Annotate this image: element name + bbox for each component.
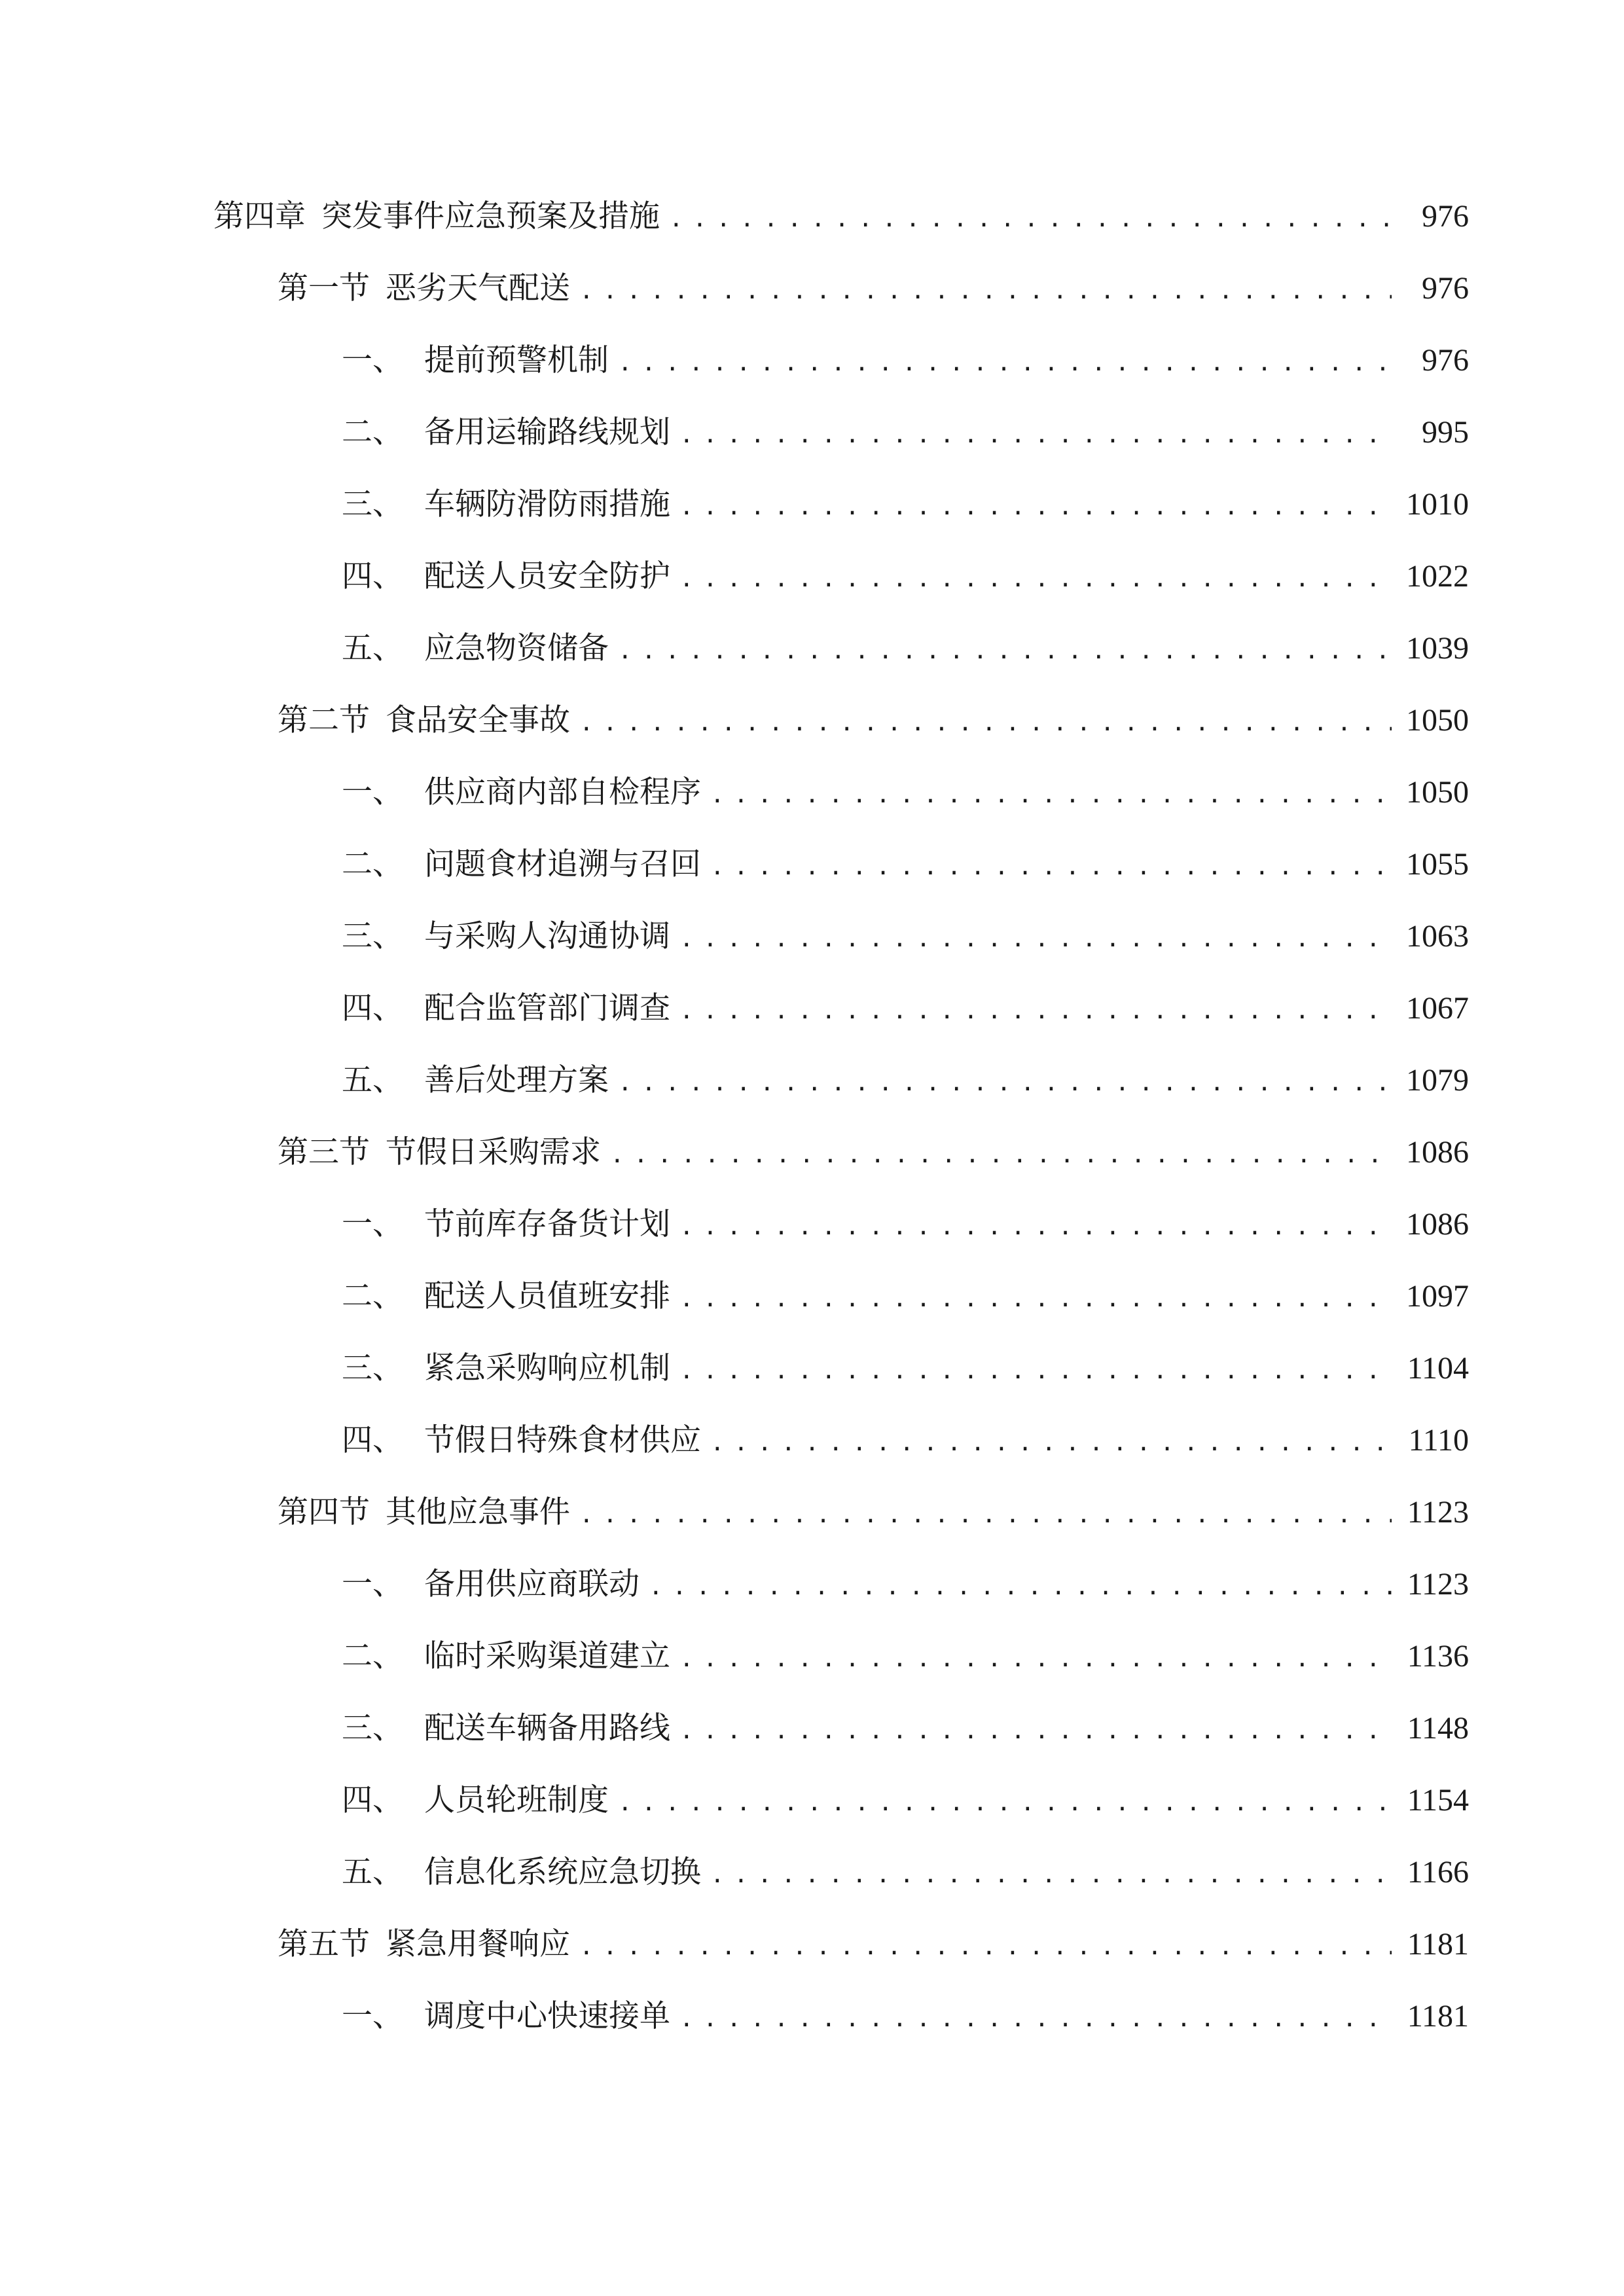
dot-leader [679, 1708, 1392, 1754]
entry-title: 节前库存备货计划 [424, 1206, 670, 1242]
toc-entry-subsection[interactable] [342, 1850, 1469, 1895]
toc-entry-subsection[interactable] [342, 914, 1469, 960]
entry-page-number: 1123 [1407, 1495, 1469, 1530]
dot-leader [679, 484, 1392, 530]
entry-page-number: 1079 [1406, 1063, 1469, 1098]
entry-title: 临时采购渠道建立 [424, 1638, 670, 1674]
entry-number: 三、 [342, 918, 403, 954]
toc-entry-subsection[interactable] [342, 554, 1469, 600]
entry-page-number: 1086 [1406, 1207, 1469, 1242]
entry-page-number: 1166 [1407, 1855, 1469, 1890]
dot-leader [618, 340, 1392, 386]
entry-title: 人员轮班制度 [424, 1782, 609, 1818]
entry-number: 一、 [342, 1998, 403, 2034]
entry-page-number: 1067 [1406, 991, 1469, 1026]
entry-number: 一、 [342, 1206, 403, 1242]
toc-entry-subsection[interactable] [342, 1346, 1469, 1391]
entry-page-number: 1063 [1406, 919, 1469, 954]
dot-leader [579, 1492, 1392, 1538]
entry-page-number: 1050 [1406, 703, 1469, 738]
entry-number: 二、 [342, 414, 403, 450]
toc-entry-subsection[interactable] [342, 770, 1469, 816]
entry-title: 节假日特殊食材供应 [424, 1422, 701, 1458]
entry-page-number: 1148 [1407, 1711, 1469, 1746]
dot-leader [579, 700, 1392, 746]
toc-entry-section[interactable] [278, 1490, 1469, 1535]
entry-page-number: 1181 [1407, 1927, 1469, 1962]
entry-title: 备用运输路线规划 [424, 414, 670, 450]
dot-leader [679, 1636, 1392, 1682]
toc-entry-section[interactable] [278, 1922, 1469, 1967]
entry-page-number: 1154 [1407, 1783, 1469, 1818]
entry-title: 调度中心快速接单 [424, 1998, 670, 2034]
entry-number: 四、 [342, 1782, 403, 1818]
entry-title: 恶劣天气配送 [386, 270, 570, 306]
entry-page-number: 1039 [1406, 631, 1469, 666]
dot-leader [618, 628, 1392, 674]
dot-leader [679, 556, 1392, 602]
toc-entry-section[interactable] [278, 1130, 1469, 1175]
entry-title: 配合监管部门调查 [424, 990, 670, 1026]
entry-page-number: 1104 [1407, 1351, 1469, 1386]
entry-number: 四、 [342, 1422, 403, 1458]
entry-title: 问题食材追溯与召回 [424, 846, 701, 882]
toc-entry-subsection[interactable] [342, 1058, 1469, 1103]
toc-entry-chapter[interactable] [213, 194, 1469, 240]
entry-page-number: 976 [1422, 343, 1469, 378]
toc-entry-subsection[interactable] [342, 482, 1469, 528]
entry-number: 四、 [342, 990, 403, 1026]
dot-leader [710, 1852, 1392, 1898]
dot-leader [669, 196, 1392, 242]
dot-leader [679, 1204, 1392, 1250]
toc-entry-subsection[interactable] [342, 1202, 1469, 1247]
entry-title: 节假日采购需求 [386, 1134, 601, 1170]
entry-number: 二、 [342, 1638, 403, 1674]
dot-leader [649, 1564, 1392, 1610]
entry-number: 第一节 [278, 270, 370, 306]
toc-entry-subsection[interactable] [342, 1562, 1469, 1607]
toc-entry-subsection[interactable] [342, 842, 1469, 888]
entry-number: 第五节 [278, 1926, 370, 1962]
entry-page-number: 1181 [1407, 1999, 1469, 2034]
entry-number: 一、 [342, 1566, 403, 1602]
entry-number: 五、 [342, 1854, 403, 1890]
dot-leader [710, 844, 1392, 890]
dot-leader [710, 772, 1392, 818]
entry-number: 二、 [342, 846, 403, 882]
entry-title: 紧急采购响应机制 [424, 1350, 670, 1386]
dot-leader [679, 1996, 1392, 2042]
entry-title: 与采购人沟通协调 [424, 918, 670, 954]
dot-leader [618, 1060, 1392, 1106]
entry-page-number: 1022 [1406, 559, 1469, 594]
toc-entry-subsection[interactable] [342, 1778, 1469, 1823]
entry-number: 第四节 [278, 1494, 370, 1530]
dot-leader [679, 1348, 1392, 1394]
entry-number: 第三节 [278, 1134, 370, 1170]
toc-entry-subsection[interactable] [342, 338, 1469, 384]
entry-number: 一、 [342, 342, 403, 378]
entry-title: 紧急用餐响应 [386, 1926, 570, 1962]
dot-leader [710, 1420, 1392, 1466]
toc-entry-section[interactable] [278, 266, 1469, 312]
entry-title: 配送人员安全防护 [424, 558, 670, 594]
entry-number: 二、 [342, 1278, 403, 1314]
entry-page-number: 976 [1422, 271, 1469, 306]
entry-title: 提前预警机制 [424, 342, 609, 378]
entry-number: 一、 [342, 774, 403, 810]
entry-page-number: 995 [1422, 415, 1469, 450]
dot-leader [679, 916, 1392, 962]
entry-number: 五、 [342, 630, 403, 666]
dot-leader [618, 1780, 1392, 1826]
dot-leader [579, 268, 1392, 314]
entry-title: 信息化系统应急切换 [424, 1854, 701, 1890]
toc-entry-subsection[interactable] [342, 626, 1469, 672]
entry-number: 三、 [342, 1350, 403, 1386]
entry-page-number: 1086 [1406, 1135, 1469, 1170]
entry-page-number: 976 [1422, 199, 1469, 234]
entry-title: 备用供应商联动 [424, 1566, 640, 1602]
entry-title: 车辆防滑防雨措施 [424, 486, 670, 522]
entry-title: 突发事件应急预案及措施 [321, 198, 660, 234]
entry-title: 配送人员值班安排 [424, 1278, 670, 1314]
toc-entry-subsection[interactable] [342, 1418, 1469, 1463]
toc-entry-subsection[interactable] [342, 1274, 1469, 1319]
entry-title: 供应商内部自检程序 [424, 774, 701, 810]
entry-page-number: 1055 [1406, 847, 1469, 882]
entry-title: 应急物资储备 [424, 630, 609, 666]
entry-page-number: 1097 [1406, 1279, 1469, 1314]
entry-page-number: 1123 [1407, 1567, 1469, 1602]
entry-page-number: 1136 [1407, 1639, 1469, 1674]
entry-number: 三、 [342, 1710, 403, 1746]
dot-leader [579, 1924, 1392, 1970]
dot-leader [610, 1132, 1392, 1178]
entry-page-number: 1110 [1408, 1423, 1469, 1458]
entry-title: 配送车辆备用路线 [424, 1710, 670, 1746]
toc-entry-section[interactable] [278, 698, 1469, 744]
dot-leader [679, 412, 1392, 458]
toc-entry-subsection[interactable] [342, 1634, 1469, 1679]
entry-number: 第四章 [213, 198, 306, 234]
entry-title: 食品安全事故 [386, 702, 570, 738]
entry-number: 五、 [342, 1062, 403, 1098]
toc-entry-subsection[interactable] [342, 410, 1469, 456]
entry-title: 善后处理方案 [424, 1062, 609, 1098]
entry-number: 三、 [342, 486, 403, 522]
toc-entry-subsection[interactable] [342, 1706, 1469, 1751]
entry-number: 第二节 [278, 702, 370, 738]
entry-number: 四、 [342, 558, 403, 594]
entry-title: 其他应急事件 [386, 1494, 570, 1530]
dot-leader [679, 988, 1392, 1034]
entry-page-number: 1050 [1406, 775, 1469, 810]
dot-leader [679, 1276, 1392, 1322]
toc-entry-subsection[interactable] [342, 1994, 1469, 2039]
toc-entry-subsection[interactable] [342, 986, 1469, 1031]
entry-page-number: 1010 [1406, 487, 1469, 522]
